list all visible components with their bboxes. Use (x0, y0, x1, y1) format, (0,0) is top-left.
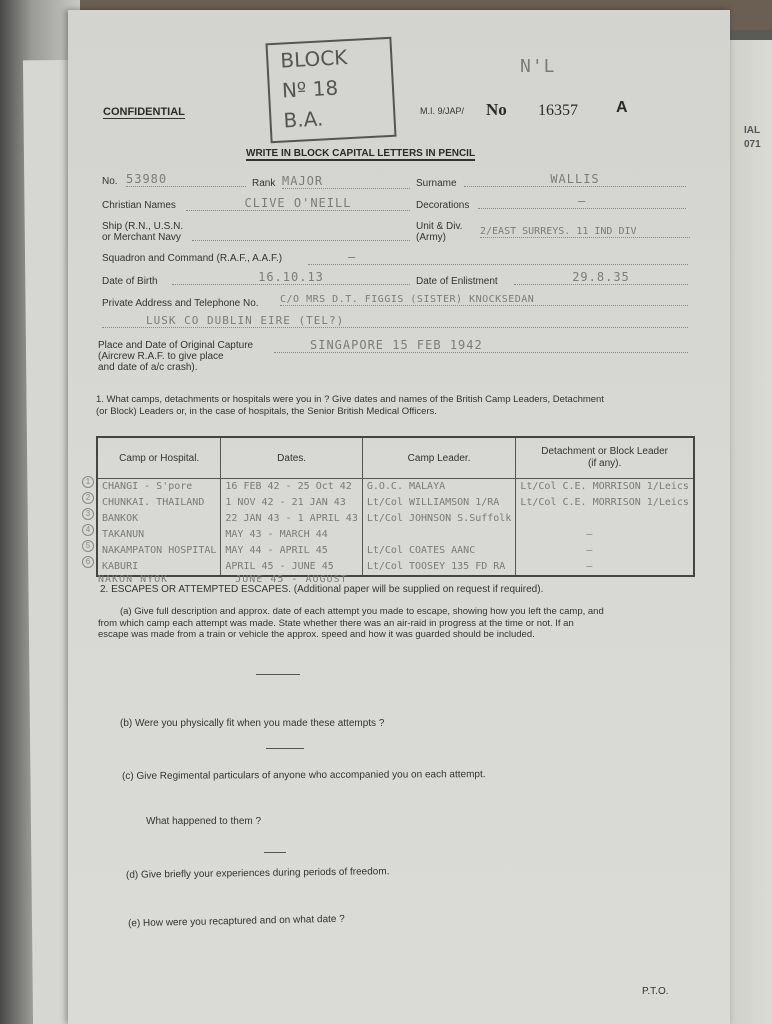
block-stamp: BLOCK Nº 18 B.A. (265, 37, 396, 143)
leader-cell: Lt/Col JOHNSON S.Suffolk (362, 511, 516, 527)
address-label: Private Address and Telephone No. (102, 298, 259, 309)
row-number-marker: 3 (82, 508, 94, 520)
question-2d: (d) Give briefly your experiences during periods of freedom. (125, 866, 390, 881)
row-number-marker: 4 (82, 524, 94, 536)
dates-cell: 16 FEB 42 - 25 Oct 42 (221, 479, 362, 496)
dob-value: 16.10.13 (172, 270, 410, 285)
table-row (97, 511, 694, 527)
form-number: 16357 (538, 102, 578, 119)
camps-table (96, 436, 695, 577)
surname-label: Surname (416, 178, 457, 189)
column-header-dates: Dates. (221, 437, 362, 479)
overflow-camp-entry: NAKON NYOK JUNE 45 - AUGUST (98, 574, 348, 585)
column-header-camp-leader: Camp Leader. (362, 437, 516, 479)
leader-cell: Lt/Col WILLIAMSON 1/RA (362, 495, 516, 511)
unit-label: Unit & Div. (Army) (416, 221, 463, 243)
leader-cell: Lt/Col TOOSEY 135 FD RA (362, 559, 516, 576)
row-number-marker: 6 (82, 556, 94, 568)
enlistment-label: Date of Enlistment (416, 276, 498, 287)
pto-label: P.T.O. (642, 986, 669, 997)
question-2e: (e) How were you recaptured and on what date ? (127, 913, 345, 930)
confidential-label: CONFIDENTIAL (103, 106, 185, 118)
camp-cell: KABURI (97, 559, 221, 576)
row-number-marker: 2 (82, 492, 94, 504)
table-row (97, 479, 694, 496)
dates-cell: 1 NOV 42 - 21 JAN 43 (221, 495, 362, 511)
detachment-cell: Lt/Col C.E. MORRISON 1/Leics (516, 479, 694, 496)
answer-dash (266, 748, 304, 749)
question-2c-follow-up: What happened to them ? (146, 816, 262, 827)
capture-label: Place and Date of Original Capture (Aircrew R.A.F. to give place and date of a/c crash). (98, 340, 254, 373)
christian-names-label: Christian Names (102, 200, 176, 211)
table-row (97, 543, 694, 559)
capture-value: SINGAPORE 15 FEB 1942 (274, 338, 688, 353)
camp-cell: NAKAMPATON HOSPITAL (97, 543, 221, 559)
squadron-value: — (308, 250, 688, 265)
question-2-heading: 2. ESCAPES OR ATTEMPTED ESCAPES. (Additional paper will be supplied on request if required). (100, 584, 544, 595)
detachment-cell: — (516, 527, 694, 543)
camp-cell: BANKOK (97, 511, 221, 527)
leader-cell (362, 527, 516, 543)
row-number-marker: 1 (82, 476, 94, 488)
answer-dash (256, 674, 300, 675)
camps-table-header (97, 437, 694, 479)
row-number-markers (85, 476, 110, 576)
address-value-line-2: LUSK CO DUBLIN EIRE (TEL?) (102, 314, 688, 328)
rank-label: Rank (252, 178, 276, 189)
camp-cell: CHANGI - S'pore (97, 479, 221, 496)
ship-value-line (192, 240, 410, 241)
form-suffix: A (616, 99, 628, 116)
column-header-detachment-leader: Detachment or Block Leader (if any). (516, 437, 694, 479)
dates-cell: MAY 44 - APRIL 45 (221, 543, 362, 559)
question-2a: (a) Give full description and approx. date of each attempt you made to escape, showing how you left the camp, and from which camp each attempt was made. State whether there was an air-raid in progress at the time or not. If an escape was made from a train or vehicle the approx. speed and how it was guarded should be included. (98, 606, 604, 640)
adjacent-document-text: IAL 071 (744, 125, 761, 150)
question-2b: (b) Were you physically fit when you made these attempts ? (120, 718, 385, 729)
row-number-marker: 5 (82, 540, 94, 552)
leader-cell: G.O.C. MALAYA (362, 479, 516, 496)
rank-value: MAJOR (282, 174, 410, 189)
table-row (97, 527, 694, 543)
enlistment-value: 29.8.35 (514, 270, 688, 285)
ship-label: Ship (R.N., U.S.N. or Merchant Navy (102, 221, 184, 243)
question-2c: (c) Give Regimental particulars of anyone who accompanied you on each attempt. (121, 769, 486, 782)
camp-cell: TAKANUN (97, 527, 221, 543)
detachment-cell: — (516, 559, 694, 576)
column-header-camp: Camp or Hospital. (97, 437, 221, 479)
detachment-cell: Lt/Col C.E. MORRISON 1/Leics (516, 495, 694, 511)
dates-cell: 22 JAN 43 - 1 APRIL 43 (221, 511, 362, 527)
dob-label: Date of Birth (102, 276, 158, 287)
detachment-cell: — (516, 543, 694, 559)
decorations-label: Decorations (416, 200, 470, 211)
pencil-mark: N'L (520, 56, 556, 77)
service-number-value: 53980 (126, 172, 246, 187)
dates-cell: APRIL 45 - JUNE 45 (221, 559, 362, 576)
unit-value: 2/EAST SURREYS. 11 IND DIV (480, 226, 690, 238)
leader-cell: Lt/Col COATES AANC (362, 543, 516, 559)
address-value-line-1: C/O MRS D.T. FIGGIS (SISTER) KNOCKSEDAN (280, 294, 688, 306)
camp-cell: CHUNKAI. THAILAND (97, 495, 221, 511)
table-row (97, 495, 694, 511)
question-1: 1. What camps, detachments or hospitals were you in ? Give dates and names of the British Camp Leaders, Detachment (or Block) Leaders or, in the case of hospitals, the Senior British Medical Officers. (96, 394, 604, 417)
decorations-value: — (478, 194, 686, 209)
service-number-label: No. (102, 176, 118, 187)
reference-label: M.I. 9/JAP/ (420, 106, 465, 116)
answer-dash (264, 852, 286, 853)
form-number-label: No (486, 100, 507, 119)
detachment-cell (516, 511, 694, 527)
liberation-questionnaire-form (68, 10, 730, 1024)
christian-names-value: CLIVE O'NEILL (186, 196, 410, 211)
surname-value: WALLIS (464, 172, 686, 187)
instruction-heading: WRITE IN BLOCK CAPITAL LETTERS IN PENCIL (246, 148, 476, 159)
squadron-label: Squadron and Command (R.A.F., A.A.F.) (102, 253, 283, 264)
dates-cell: MAY 43 - MARCH 44 (221, 527, 362, 543)
